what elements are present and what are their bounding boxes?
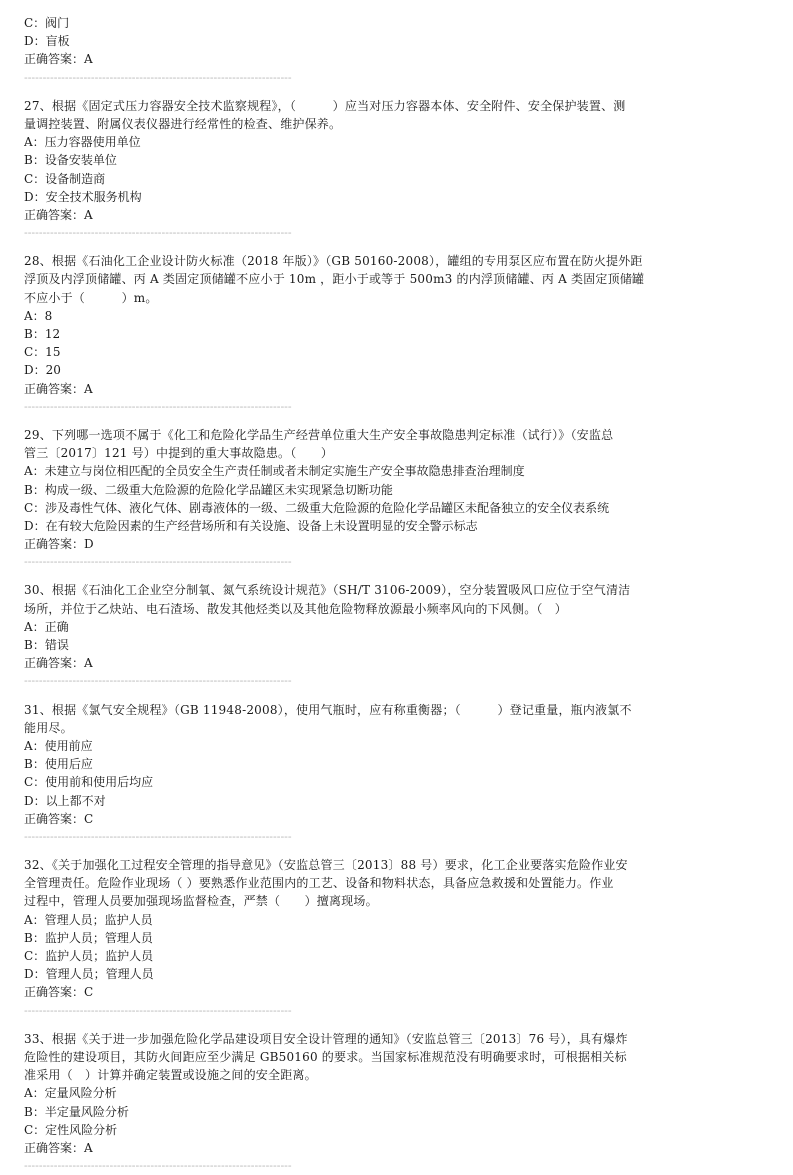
- question-31: [24, 701, 698, 847]
- option-d: D：安全技术服务机构: [24, 189, 142, 204]
- option-a: A：使用前应: [24, 738, 93, 753]
- question-text: [24, 1030, 698, 1085]
- option-a: A：压力容器使用单位: [24, 135, 141, 150]
- option-c: C：使用前和使用后均应: [24, 775, 154, 790]
- question-text-line: 量调控装置、附属仪表仪器进行经常性的检查、维护保养。: [24, 116, 342, 131]
- question-text-line: 管三〔2017〕121 号）中提到的重大事故隐患。（ ）: [24, 446, 334, 461]
- answer: 正确答案：A: [24, 52, 93, 67]
- option-c: C：设备制造商: [24, 171, 106, 186]
- answer: 正确答案：C: [24, 811, 94, 826]
- question-text-line: 危险性的建设项目，其防火间距应至少满足 GB50160 的要求。当国家标准规范没有明确要求时，可根据相关标: [24, 1049, 627, 1064]
- question-text-line: 31、根据《氯气安全规程》（GB 11948-2008），使用气瓶时，应有称重衡器；（ ）登记重量，瓶内液氯不: [24, 702, 632, 717]
- question-30: [24, 581, 698, 690]
- answer: 正确答案：A: [24, 207, 93, 222]
- option-b: B：构成一级、二级重大危险源的危险化学品罐区未实现紧急切断功能: [24, 482, 393, 497]
- question-text-line: 29、下列哪一选项不属于《化工和危险化学品生产经营单位重大生产安全事故隐患判定标准（试行）》（安监总: [24, 427, 614, 442]
- separator: ------------------------------------------------------------------------: [24, 1159, 292, 1173]
- question-32: [24, 856, 698, 1020]
- answer: 正确答案：D: [24, 537, 94, 552]
- option-c: C：定性风险分析: [24, 1122, 118, 1137]
- question-text-line: 不应小于（ ）m。: [24, 290, 158, 305]
- answer: 正确答案：A: [24, 656, 93, 671]
- option-d: D：在有较大危险因素的生产经营场所和有关设施、设备上未设置明显的安全警示标志: [24, 518, 478, 533]
- separator: ------------------------------------------------------------------------: [24, 1003, 292, 1017]
- option-d: D：以上都不对: [24, 793, 106, 808]
- question-text-line: 27、根据《固定式压力容器安全技术监察规程》，（ ）应当对压力容器本体、安全附件、安全保护装置、测: [24, 98, 626, 113]
- question-text-line: 33、根据《关于进一步加强危险化学品建设项目安全设计管理的通知》（安监总管三〔2013〕76 号），具有爆炸: [24, 1031, 628, 1046]
- question-fragment: [24, 14, 698, 87]
- option-a: A：正确: [24, 619, 69, 634]
- option-b: B：12: [24, 327, 61, 341]
- option-a: A：8: [24, 308, 53, 323]
- question-text-line: 全管理责任。危险作业现场（ ）要熟悉作业范围内的工艺、设备和物料状态，具备应急救援和处置能力。作业: [24, 876, 614, 891]
- separator: ------------------------------------------------------------------------: [24, 399, 292, 413]
- question-gap: [24, 691, 698, 701]
- option-d: D：管理人员；管理人员: [24, 967, 154, 982]
- option-d: D：20: [24, 363, 61, 378]
- question-text-line: 能用尽。: [24, 720, 73, 735]
- answer: 正确答案：A: [24, 1140, 93, 1155]
- question-text: [24, 426, 698, 462]
- separator: ------------------------------------------------------------------------: [24, 829, 292, 843]
- question-text-line: 准采用（ ）计算并确定装置或设施之间的安全距离。: [24, 1068, 317, 1083]
- question-gap: [24, 87, 698, 97]
- option-b: B：半定量风险分析: [24, 1104, 129, 1119]
- question-text-line: 28、根据《石油化工企业设计防火标准（2018 年版）》（GB 50160-2008），罐组的专用泵区应布置在防火提外距: [24, 254, 643, 269]
- answer: 正确答案：C: [24, 985, 94, 1000]
- option-c: C：阀门: [24, 16, 70, 30]
- question-text-line: 过程中，管理人员要加强现场监督检查，严禁（ ）擅离现场。: [24, 894, 378, 909]
- separator: ------------------------------------------------------------------------: [24, 555, 292, 569]
- separator: ------------------------------------------------------------------------: [24, 226, 292, 240]
- question-gap: [24, 846, 698, 856]
- document-page: [24, 14, 698, 1175]
- question-29: [24, 426, 698, 572]
- option-c: C：涉及毒性气体、液化气体、剧毒液体的一级、二级重大危险源的危险化学品罐区未配备独立的安全仪表系统: [24, 500, 610, 515]
- question-text: [24, 252, 698, 307]
- option-c: C：监护人员；监护人员: [24, 949, 154, 963]
- question-33: [24, 1030, 698, 1175]
- question-gap: [24, 416, 698, 426]
- option-a: A：管理人员；监护人员: [24, 912, 153, 927]
- option-a: A：定量风险分析: [24, 1086, 117, 1101]
- question-text-line: 场所，并位于乙炔站、电石渣场、散发其他烃类以及其他危险物释放源最小频率风向的下风侧。（ ）: [24, 601, 568, 616]
- question-27: [24, 97, 698, 243]
- separator: ------------------------------------------------------------------------: [24, 70, 292, 84]
- question-text: [24, 97, 698, 133]
- question-gap: [24, 242, 698, 252]
- question-text: [24, 701, 698, 737]
- separator: ------------------------------------------------------------------------: [24, 674, 292, 688]
- option-b: B：监护人员；管理人员: [24, 930, 153, 945]
- question-text-line: 浮顶及内浮顶储罐、丙 A 类固定顶储罐不应小于 10m ，距小于或等于 500m3 的内浮顶储罐、丙 A 类固定顶储罐: [24, 272, 645, 287]
- option-b: B：设备安装单位: [24, 153, 117, 168]
- option-d: D：盲板: [24, 34, 70, 49]
- question-gap: [24, 571, 698, 581]
- option-b: B：使用后应: [24, 757, 93, 772]
- question-gap: [24, 1020, 698, 1030]
- option-a: A：未建立与岗位相匹配的全员安全生产责任制或者未制定实施生产安全事故隐患排查治理制度: [24, 464, 525, 479]
- question-text-line: 32、《关于加强化工过程安全管理的指导意见》（安监总管三〔2013〕88 号）要求，化工企业要落实危险作业安: [24, 858, 628, 873]
- question-text: [24, 581, 698, 617]
- answer: 正确答案：A: [24, 381, 93, 396]
- option-c: C：15: [24, 345, 61, 360]
- question-text: [24, 856, 698, 911]
- question-list: [24, 87, 698, 1175]
- question-28: [24, 252, 698, 416]
- option-b: B：错误: [24, 638, 69, 652]
- question-text-line: 30、根据《石油化工企业空分制氧、氮气系统设计规范》（SH/T 3106-2009），空分装置吸风口应位于空气清洁: [24, 583, 631, 598]
